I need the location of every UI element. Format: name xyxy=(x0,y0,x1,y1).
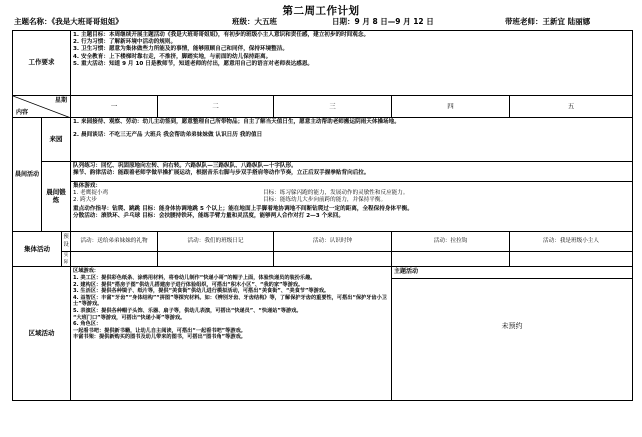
exercise-drill-content xyxy=(71,162,633,182)
week-label: 星期 xyxy=(55,97,68,104)
area-row xyxy=(13,267,633,401)
exercise-row-1 xyxy=(13,162,633,182)
group-games-title: 集体游戏： xyxy=(73,183,101,189)
exercise-games-content xyxy=(71,182,633,232)
day-monday: 一 xyxy=(71,96,158,118)
collective-label: 集体活动 xyxy=(13,232,62,267)
page-title: 第二周工作计划 xyxy=(282,5,360,17)
arrival-item: 2. 晨间谈话：不吃三无产品 大班兵 我会帮助弟弟妹妹做 认识日历 我的值日 xyxy=(73,132,263,139)
game-goal: 目标：练习躲闪跑的能力，发展动作的灵敏性和反应能力。 xyxy=(263,190,409,197)
day-tuesday: 二 xyxy=(158,96,274,118)
day-friday: 五 xyxy=(510,96,633,118)
collective-actual-tue xyxy=(158,252,274,267)
collective-actual-fri xyxy=(510,252,633,267)
area-games-title: 区域游戏： xyxy=(73,268,99,275)
collective-activity-mon: 活动：送给弟弟妹妹的礼物 xyxy=(71,232,158,252)
free-activity: 分散活动：滚铁环、乒乓球 目标：会扶腰持铁环，能练手臂力量和灵活度，能够两人合作对打 2—3 个来回。 xyxy=(73,212,344,219)
work-requirements-content xyxy=(71,31,633,96)
day-thursday: 四 xyxy=(392,96,510,118)
area-line: “大班门口”等游戏，可搭出“快递小哥”等游戏。 xyxy=(73,314,186,321)
area-games-content xyxy=(71,267,392,401)
collective-actual-mon xyxy=(71,252,158,267)
area-line: 一起看书吧：提供新书籍，让幼儿自主阅读，可搭出“一起看书吧”等游戏。 xyxy=(73,327,246,334)
game-name: 1. 老鹰捉小鸡 xyxy=(73,190,109,197)
collective-activity-tue: 活动：我们的班级日记 xyxy=(158,232,274,252)
work-item: 2. 行为习惯：了解新环境中活动的规则。 xyxy=(73,39,177,46)
theme-activity-cell xyxy=(392,267,633,401)
area-line: 6. 角色区： xyxy=(73,321,102,328)
work-item: 4. 安全教育：上下楼梯时靠右走，不推挤，脚踏实地，与前面的幼儿保持距离。 xyxy=(73,53,272,60)
arrival-content xyxy=(71,118,633,162)
day-wednesday: 三 xyxy=(274,96,392,118)
arrival-label: 来园 xyxy=(42,118,71,162)
work-item: 3. 卫生习惯：愿意为集体做些力所能及的事情，能够照顾自己和同伴，保持环境整洁。 xyxy=(73,46,288,53)
collective-actual-wed xyxy=(274,252,392,267)
exercise-row-2 xyxy=(13,182,633,232)
work-item: 1. 主题目标：本周继续开展主题活动《我是大班哥哥姐姐》，有初步的班级小主人意识和责任感，建立初步的时间观念。 xyxy=(73,32,370,38)
game-name: 2. 跨大步 xyxy=(73,197,97,204)
collective-actual-row xyxy=(13,252,633,267)
exercise-label: 晨间锻炼 xyxy=(42,162,71,232)
work-requirements-label: 工作要求 xyxy=(13,31,71,96)
collective-preview-row xyxy=(13,232,633,252)
game-goal: 目标：能练幼儿大步向前跨的能力，并保持平衡。 xyxy=(263,197,387,204)
class-name: 班级：大五班 xyxy=(232,17,277,26)
area-line: 5. 表演区：提供各种帽子头饰、乐器、扇子等，供幼儿表演，可搭出“快递员”、“快递站”等游戏。 xyxy=(73,307,302,314)
area-line: 丰富书架：提供新购买的图书及幼儿带来的图书，可搭出“图书角”等游戏。 xyxy=(73,334,246,341)
actual-label: 实际 xyxy=(62,252,71,267)
area-line: 4. 益智区：丰富“牙齿”“身体结构”“拼图”等探究材料。如：《辨别牙齿、牙齿结构》等，了解保护牙齿的重要性，可搭出“保护牙齿小卫士”等游戏。 xyxy=(73,294,387,308)
queue-practice: 队列练习：回忆、巩固原地向左转、向右转。六路纵队—三路纵队、八路纵队—十字队形。 xyxy=(73,163,297,169)
focus-movement: 重点动作指导：钻爬、跳跳 目标：能身体协调地跳 5 个以上；能在地面上手脚着地协调地不间断钻爬过一定的距离，全程保持身体平衡。 xyxy=(73,205,413,212)
day-header-row xyxy=(13,96,633,118)
content-label: 内容 xyxy=(16,108,29,116)
area-activity-label: 区域活动 xyxy=(13,267,71,401)
theme-activity-title: 主题活动 xyxy=(392,267,632,279)
preview-label: 预设 xyxy=(62,232,71,252)
date-range: 日期：9 月 8 日—9 月 12 日 xyxy=(332,17,434,26)
arrival-item: 1. 来园接待、观察、劳动：幼儿主动签到，愿意整理自己所带物品；自主了解当天值日生，愿意主动帮助老师搬运阴雨天体操场地。 xyxy=(73,119,400,125)
area-line: 1. 美工区：提供彩色纸条、涂鸦用材料，将卷幼儿制作“快递小哥”的帽子上面，体验快递员的装扮乐趣。 xyxy=(73,275,316,281)
collective-actual-thu xyxy=(392,252,510,267)
theme-name: 主题名称：《我是大班哥哥姐姐》 xyxy=(14,17,123,26)
area-line: 2. 建构区：提供“搭房子图”供幼儿搭建房子进行体验组织，可搭出“积木小区”、“我的家”等游戏。 xyxy=(73,281,304,288)
collective-activity-thu: 活动：拉拉钩 xyxy=(392,232,510,252)
area-line: 3. 生活区：提供各种镜子、纸片等，提供“美食街”供幼儿进行模拟活动，可搭出“美食街”、“美食节”等游戏。 xyxy=(73,288,330,295)
collective-activity-fri: 活动：我是班级小主人 xyxy=(510,232,633,252)
work-requirements-row xyxy=(13,31,633,96)
teachers: 带班老师：王新宜 陆丽娜 xyxy=(505,17,591,26)
gymnastics: 操节、韵律活动：能跟着老师学做早操扩展运动，根据音乐右脚与步双手搭肩等动作节奏，立正后双手握拳贴背向后拉。 xyxy=(73,170,370,177)
morning-activity-label: 晨间活动 xyxy=(13,118,42,232)
game-row xyxy=(73,197,630,204)
collective-activity-wed: 活动：认识时钟 xyxy=(274,232,392,252)
plan-table xyxy=(12,30,633,401)
arrival-row xyxy=(13,118,633,162)
diagonal-header-cell xyxy=(13,96,71,118)
theme-activity-status: 未预约 xyxy=(501,322,523,331)
work-item: 5. 重大活动：知道 9 月 10 日是教师节，知道老师的付出，愿意用自己的语言对老师表达感恩。 xyxy=(73,60,314,67)
